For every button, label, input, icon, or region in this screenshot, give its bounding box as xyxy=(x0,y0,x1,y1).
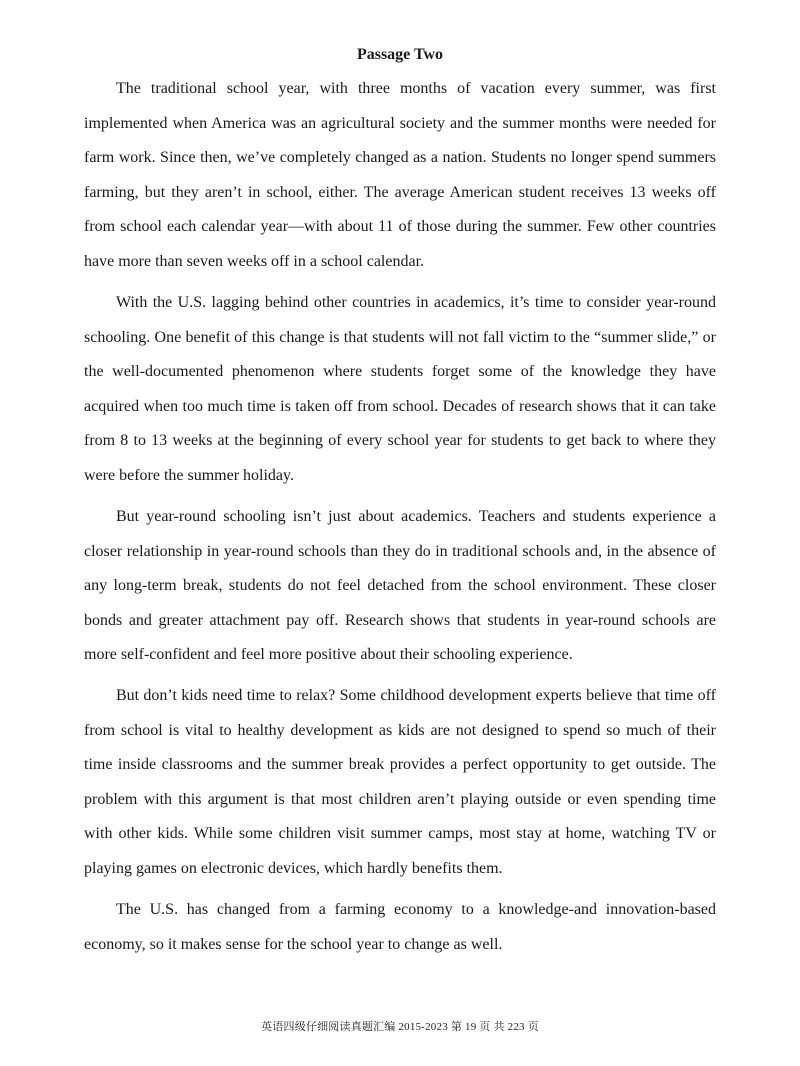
passage-title: Passage Two xyxy=(356,46,444,63)
paragraph-4: But don’t kids need time to relax? Some childhood development experts believe that time off from school is vital to healthy development as kids are not designed to spend so much of their time inside classrooms and the summer break provides a perfect opportunity to get outside. The problem with this argument is that most children aren’t playing outside or even spending time with other kids. While some children visit summer camps, most stay at home, watching TV or playing games on electronic devices, which hardly benefits them. xyxy=(84,687,716,877)
paragraph-2: With the U.S. lagging behind other countries in academics, it’s time to consider year-round schooling. One benefit of this change is that students will not fall victim to the “summer slide,” or the well-documented phenomenon where students forget some of the knowledge they have acquired when too much time is taken off from school. Decades of research shows that it can take from 8 to 13 weeks at the beginning of every school year for students to get back to where they were before the summer holiday. xyxy=(84,294,716,484)
paragraph-5: The U.S. has changed from a farming economy to a knowledge-and innovation-based economy, so it makes sense for the school year to change as well. xyxy=(84,901,716,953)
paragraph-3: But year-round schooling isn’t just about academics. Teachers and students experience a closer relationship in year-round schools than they do in traditional schools and, in the absence of any long-term break, students do not feel detached from the school environment. These closer bonds and greater attachment pay off. Research shows that students in year-round schools are more self-confident and feel more positive about their schooling experience. xyxy=(84,508,716,663)
paragraph-1: The traditional school year, with three months of vacation every summer, was first implemented when America was an agricultural society and the summer months were needed for farm work. Since then, we’ve completely changed as a nation. Students no longer spend summers farming, but they aren’t in school, either. The average American student receives 13 weeks off from school each calendar year—with about 11 of those during the summer. Few other countries have more than seven weeks off in a school calendar. xyxy=(84,80,716,270)
page-footer: 英语四级仔细阅读真题汇编 2015-2023 第 19 页 共 223 页 xyxy=(261,1021,539,1033)
